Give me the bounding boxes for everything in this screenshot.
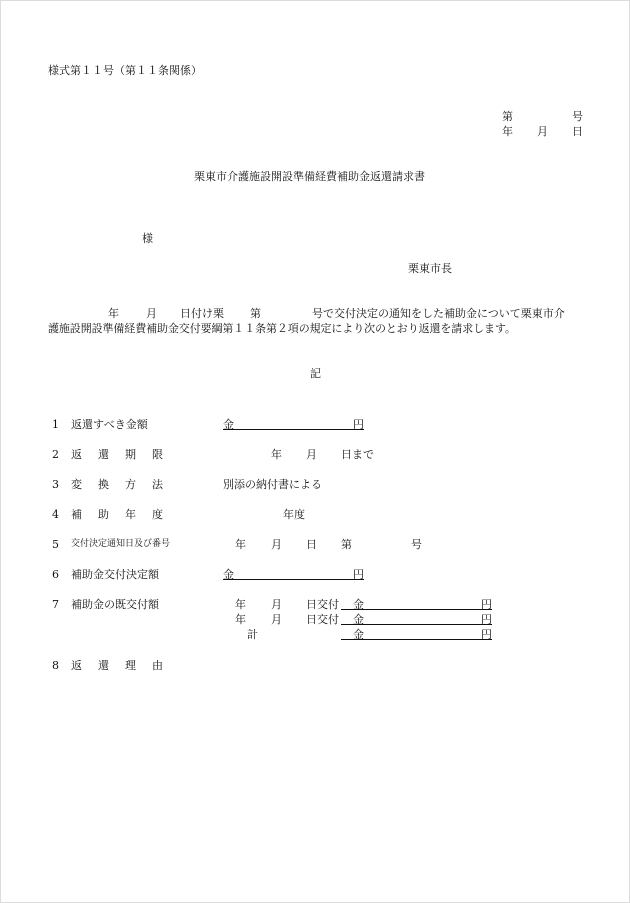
deadline-year: 年 — [271, 448, 282, 461]
item-number: 8 — [52, 659, 59, 672]
item-number: 7 — [52, 598, 59, 611]
item-label: 交付決定通知日及び番号 — [71, 539, 171, 549]
ki-heading: 記 — [310, 367, 321, 380]
ref-day: 日 — [572, 125, 583, 138]
body-dated: 日付け栗 — [180, 307, 224, 320]
paid-day-kofu: 日交付 — [306, 598, 339, 611]
body-month: 月 — [146, 307, 157, 320]
paid-year: 年 — [235, 613, 246, 626]
kin-label: 金 — [353, 613, 364, 626]
sender-name: 栗東市長 — [408, 262, 452, 275]
paid-year: 年 — [235, 598, 246, 611]
item-number: 3 — [52, 478, 59, 491]
ref-year: 年 — [502, 125, 513, 138]
en-label: 円 — [353, 568, 364, 581]
kin-label: 金 — [223, 568, 234, 581]
notice-month: 月 — [271, 538, 282, 551]
amount-underline — [223, 418, 364, 430]
ref-go: 号 — [572, 110, 583, 123]
notice-dai: 第 — [341, 538, 352, 551]
item-number: 1 — [52, 418, 59, 431]
body-year: 年 — [108, 307, 119, 320]
item-label: 補助金の既交付額 — [71, 598, 159, 611]
item-label: 返還すべき金額 — [71, 418, 148, 431]
body-dai: 第 — [250, 307, 261, 320]
en-label: 円 — [481, 613, 492, 626]
item-number: 2 — [52, 448, 59, 461]
en-label: 円 — [353, 418, 364, 431]
paid-month: 月 — [271, 613, 282, 626]
item-label: 補助金交付決定額 — [71, 568, 159, 581]
deadline-month: 月 — [306, 448, 317, 461]
form-number: 様式第１１号（第１１条関係） — [48, 64, 202, 77]
notice-year: 年 — [235, 538, 246, 551]
paid-month: 月 — [271, 598, 282, 611]
notice-go: 号 — [411, 538, 422, 551]
fiscal-year: 年度 — [283, 508, 305, 521]
document-title: 栗東市介護施設開設準備経費補助金返還請求書 — [194, 170, 425, 183]
en-label: 円 — [481, 598, 492, 611]
kin-label: 金 — [223, 418, 234, 431]
notice-day: 日 — [306, 538, 317, 551]
paid-day-kofu: 日交付 — [306, 613, 339, 626]
body-line2: 護施設開設準備経費補助金交付要綱第１１条第２項の規定により次のとおり返還を請求します。 — [48, 322, 516, 335]
item-label-spread: 補 助 年 度 — [71, 508, 163, 521]
amount-underline — [223, 568, 364, 580]
ref-month: 月 — [537, 125, 548, 138]
item-number: 5 — [52, 538, 59, 551]
en-label: 円 — [481, 628, 492, 641]
body-line1-rest: 号で交付決定の通知をした補助金について栗東市介 — [312, 307, 565, 320]
item-number: 6 — [52, 568, 59, 581]
ref-dai: 第 — [502, 110, 513, 123]
item-label-spread: 返 還 理 由 — [71, 659, 163, 672]
item-label-spread: 変 換 方 法 — [71, 478, 163, 491]
kin-label: 金 — [353, 628, 364, 641]
addressee-sama: 様 — [142, 232, 153, 245]
item-number: 4 — [52, 508, 59, 521]
paid-total-label: 計 — [247, 628, 258, 641]
item-label-spread: 返 還 期 限 — [71, 448, 163, 461]
deadline-day: 日まで — [341, 448, 374, 461]
method-text: 別添の納付書による — [223, 478, 322, 491]
kin-label: 金 — [353, 598, 364, 611]
